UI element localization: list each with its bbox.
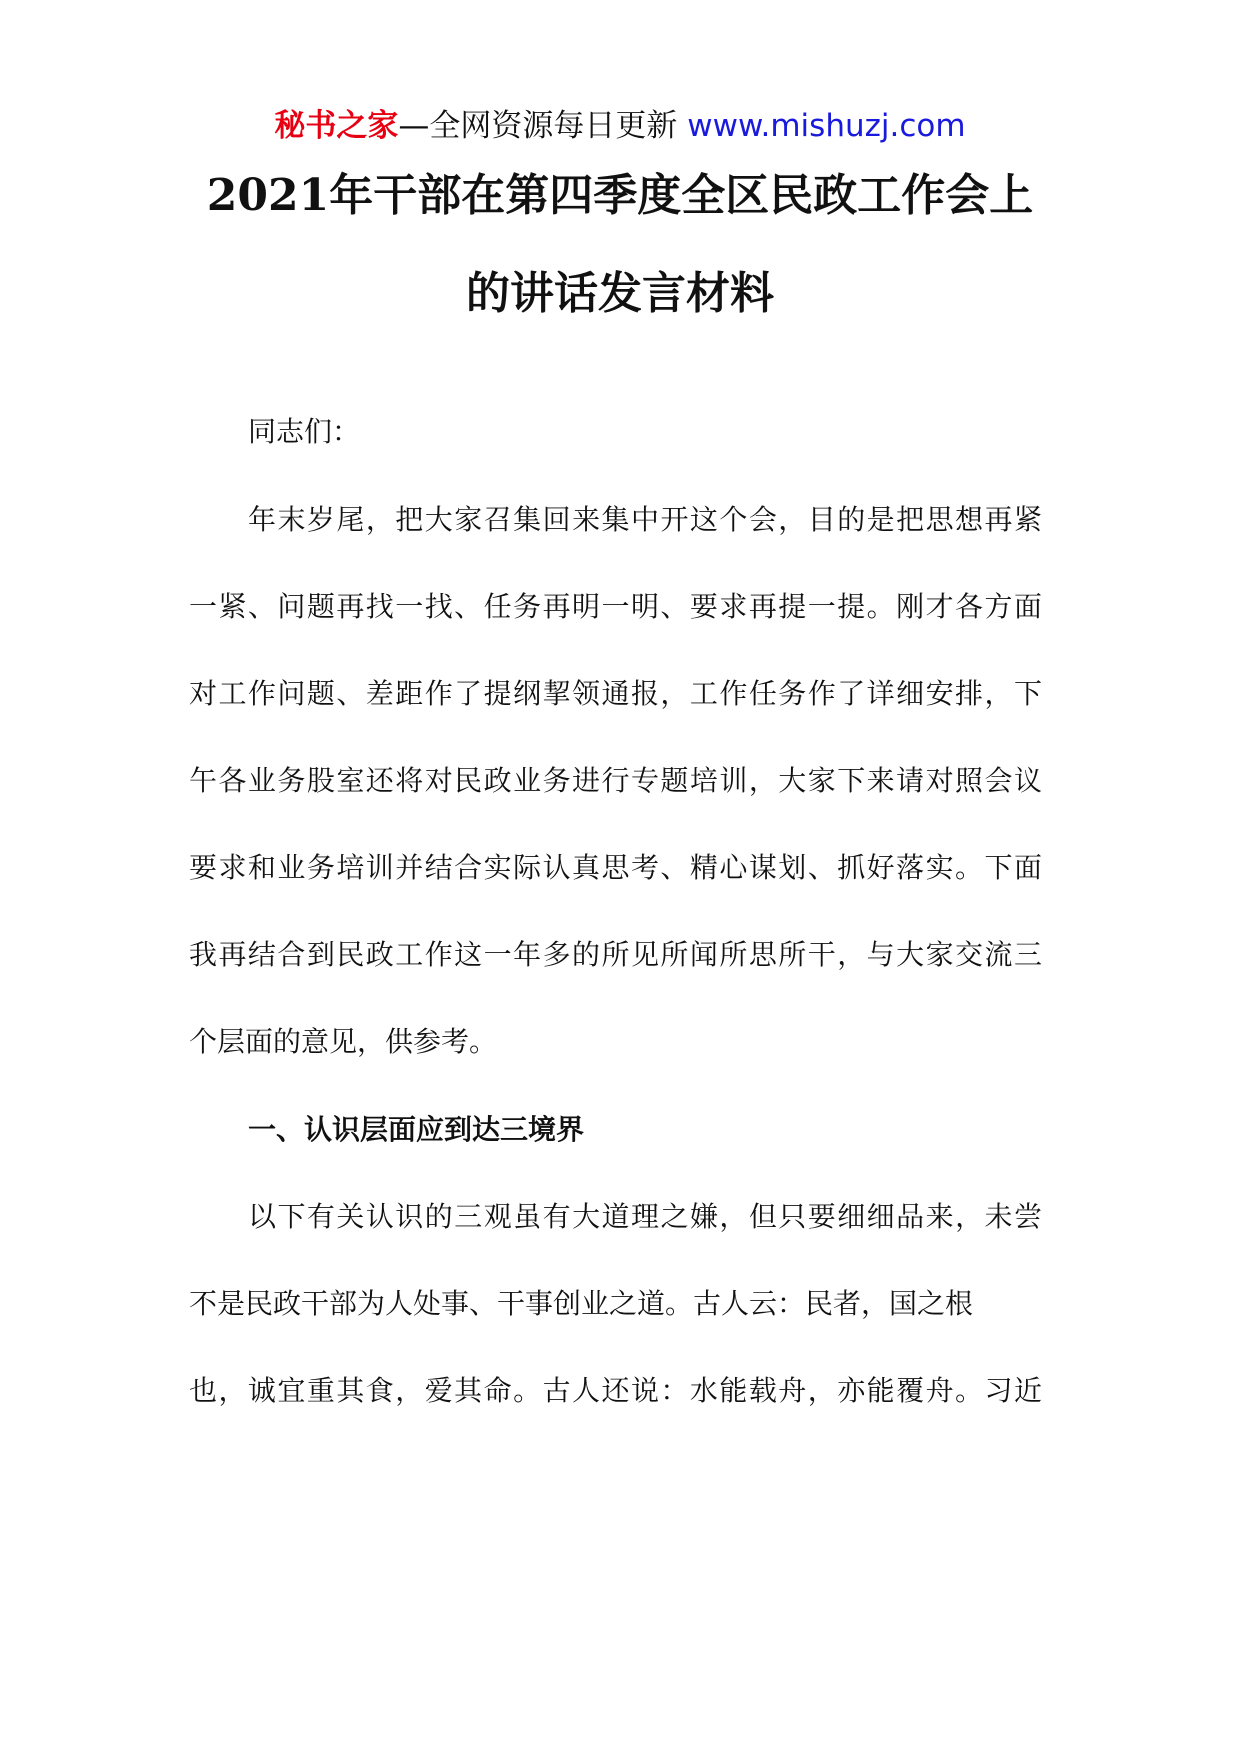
paragraph-1-line-6: 我再结合到民政工作这一年多的所见所闻所思所干，与大家交流三 — [189, 938, 1042, 971]
document-title-line-2: 的讲话发言材料 — [466, 268, 774, 319]
header-url-link[interactable]: www.mishuzj.com — [687, 108, 966, 144]
paragraph-1-line-3: 对工作问题、差距作了提纲挈领通报，工作任务作了详细安排，下 — [189, 677, 1042, 710]
page-header — [0, 100, 1240, 152]
section-heading-1: 一、认识层面应到达三境界 — [248, 1113, 585, 1146]
paragraph-2-line-1: 以下有关认识的三观虽有大道理之嫌，但只要细细品来，未尝 — [248, 1200, 1042, 1233]
paragraph-2-line-2: 不是民政干部为人处事、干事创业之道。古人云：民者，国之根 — [189, 1287, 974, 1320]
document-title-line-1: 2021年干部在第四季度全区民政工作会上 — [206, 170, 1034, 221]
salutation: 同志们： — [248, 415, 361, 448]
header-brand: 秘书之家 — [274, 108, 399, 144]
paragraph-1-line-4: 午各业务股室还将对民政业务进行专题培训，大家下来请对照会议 — [189, 764, 1042, 797]
paragraph-2-line-3: 也，诚宜重其食，爱其命。古人还说：水能载舟，亦能覆舟。习近 — [189, 1374, 1042, 1407]
paragraph-1-line-1: 年末岁尾，把大家召集回来集中开这个会，目的是把思想再紧 — [248, 503, 1042, 536]
header-tagline: —全网资源每日更新 — [398, 108, 678, 144]
paragraph-1-line-7: 个层面的意见，供参考。 — [189, 1025, 498, 1058]
paragraph-1-line-2: 一紧、问题再找一找、任务再明一明、要求再提一提。刚才各方面 — [189, 590, 1042, 623]
paragraph-1-line-5: 要求和业务培训并结合实际认真思考、精心谋划、抓好落实。下面 — [189, 851, 1042, 884]
